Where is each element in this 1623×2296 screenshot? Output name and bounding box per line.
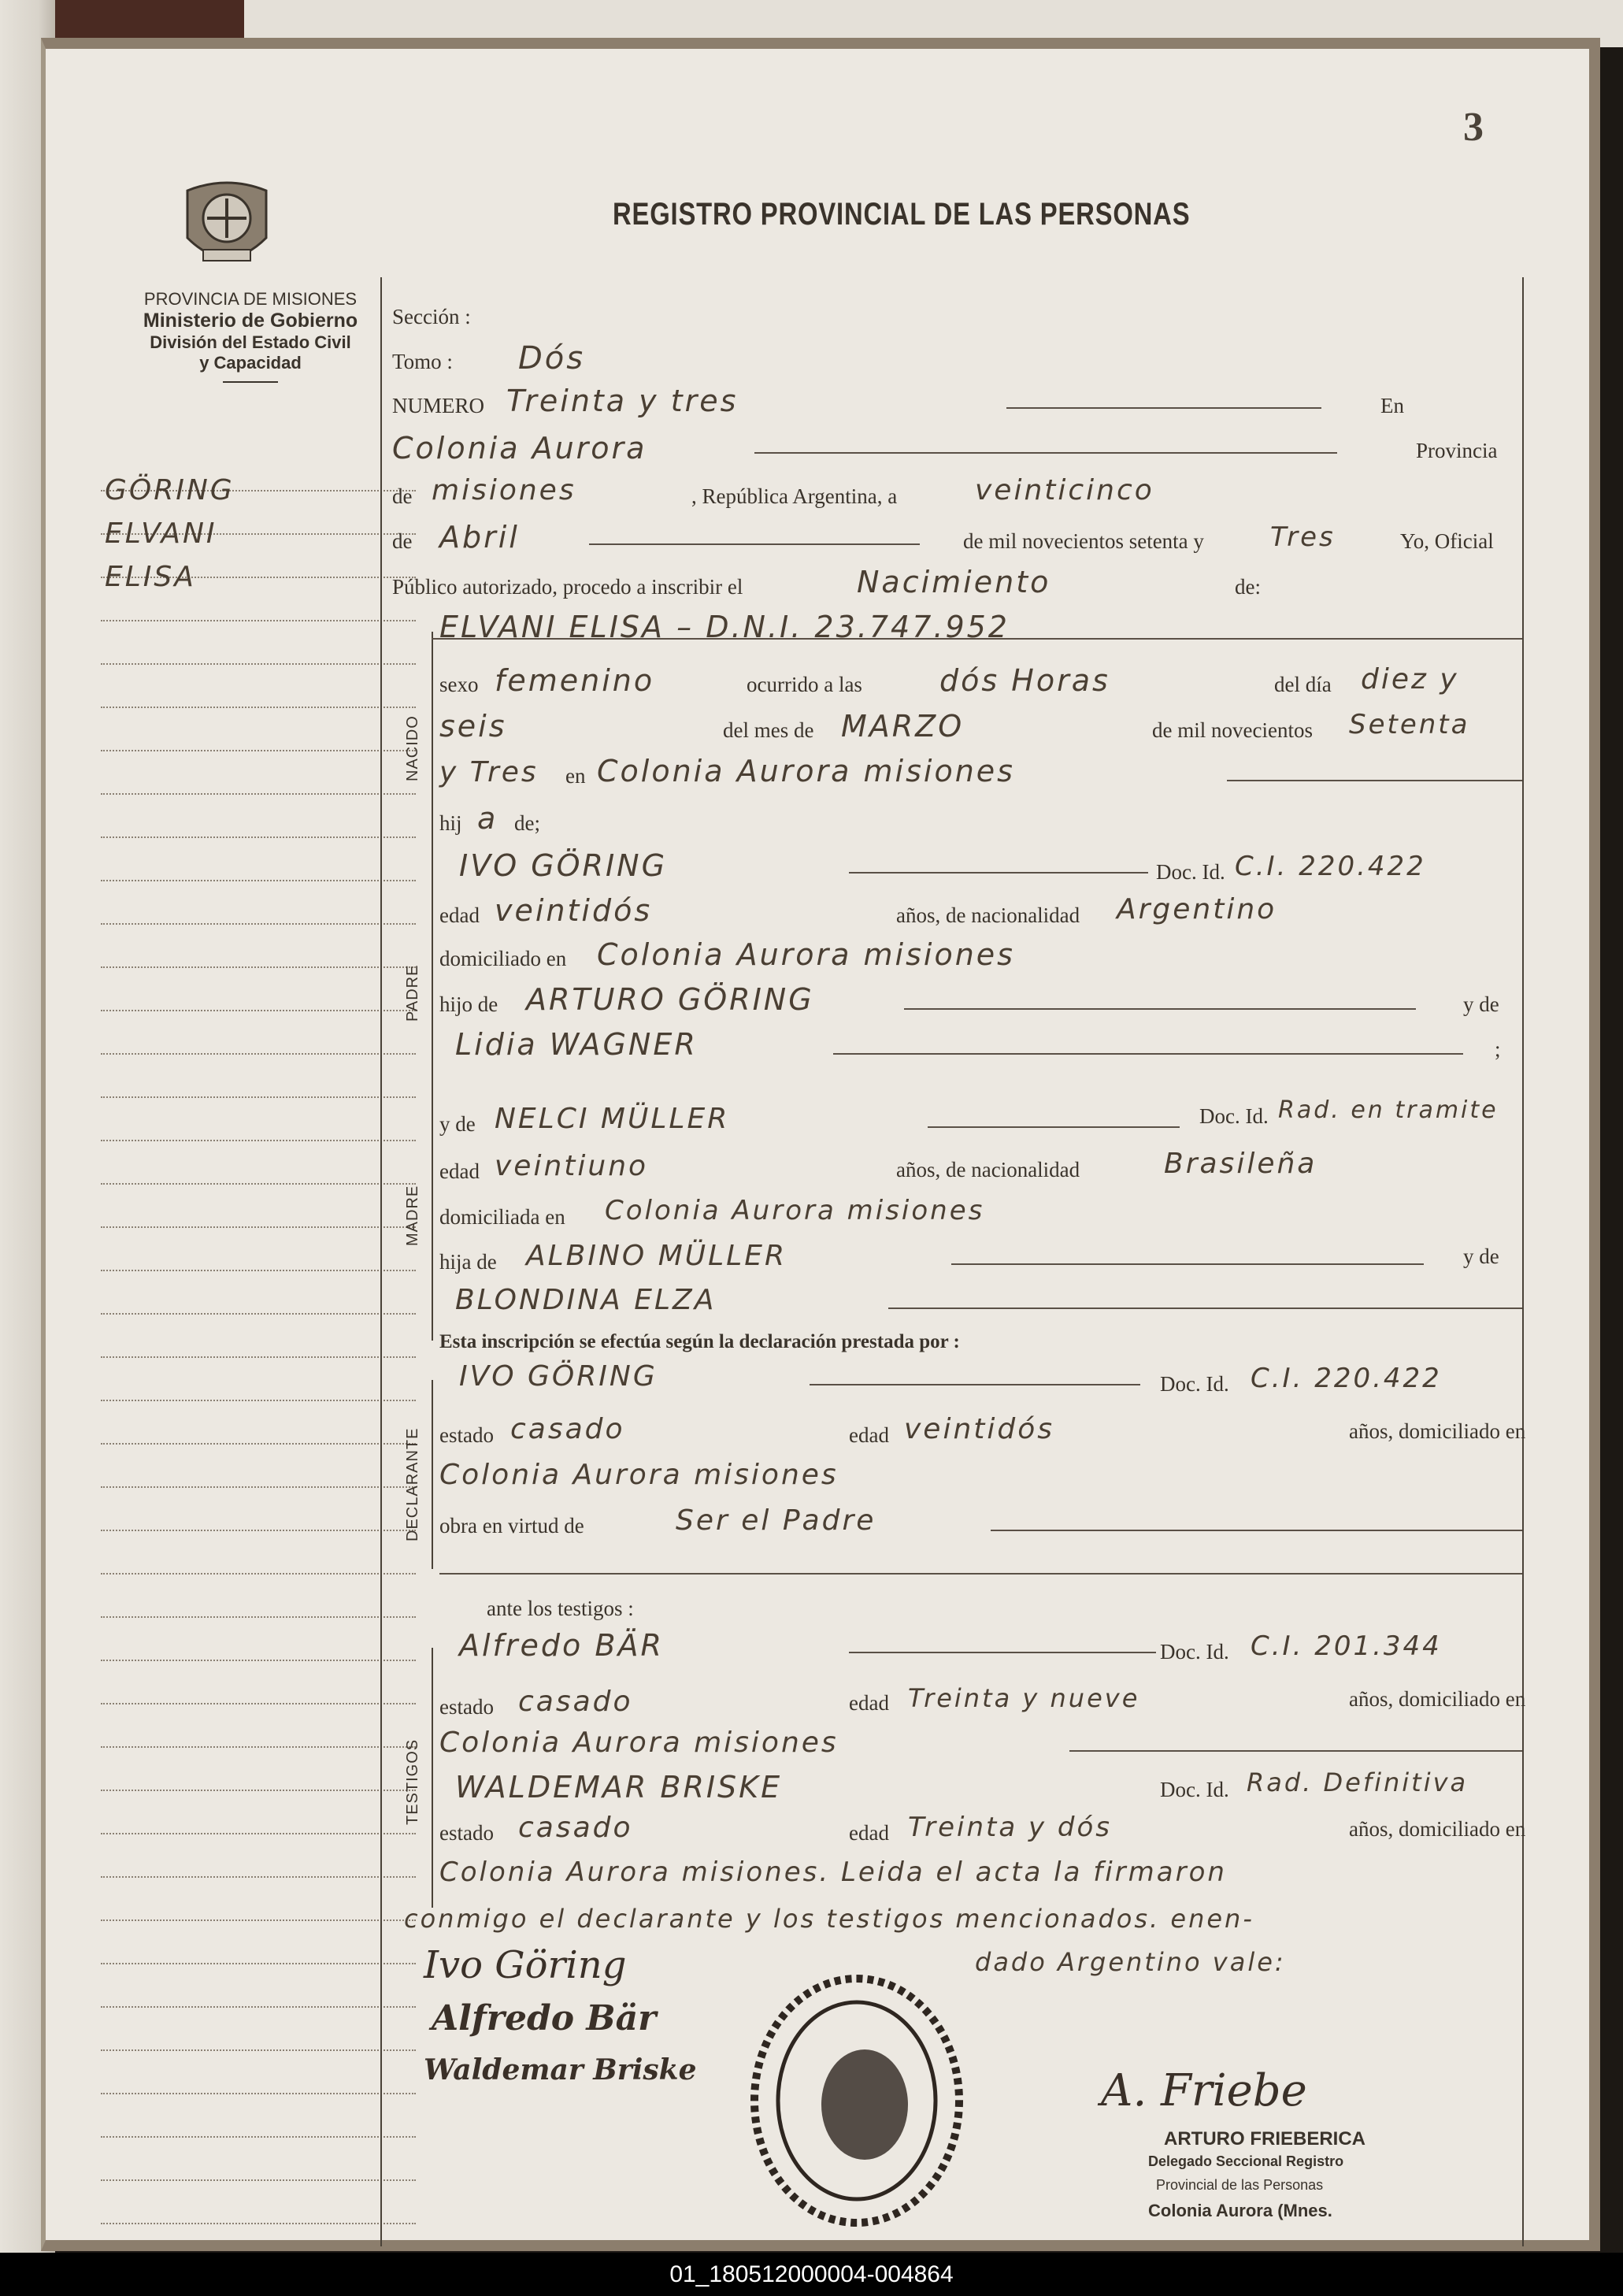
padre-doc-label: Doc. Id. bbox=[1156, 860, 1225, 884]
declarante-edad-value: veintidós bbox=[904, 1413, 1055, 1445]
declarante-estado-label: estado bbox=[439, 1423, 494, 1447]
de-label: de bbox=[392, 484, 413, 508]
padre-dom-value: Colonia Aurora misiones bbox=[597, 937, 1015, 972]
de-colon-label: de: bbox=[1235, 575, 1261, 599]
declarante-virtud-value: Ser el Padre bbox=[676, 1504, 876, 1537]
stamp-official-office: Provincial de las Personas bbox=[1156, 2177, 1324, 2193]
madre-edad-label: edad bbox=[439, 1159, 480, 1183]
mes-value: Abril bbox=[439, 520, 520, 555]
madre-y-de2-label: y de bbox=[1463, 1244, 1499, 1268]
testigo1-edad-value: Treinta y nueve bbox=[908, 1683, 1140, 1713]
signature-testigo-1: Alfredo Bär bbox=[432, 1998, 657, 2038]
stamp-official-place: Colonia Aurora (Mnes. bbox=[1148, 2201, 1332, 2220]
provincia-value: misiones bbox=[432, 474, 576, 506]
madre-nac-label: años, de nacionalidad bbox=[896, 1158, 1080, 1181]
padre-domiciliado-label: domiciliado en bbox=[439, 947, 567, 970]
dia-nac-1-value: diez y bbox=[1361, 663, 1459, 695]
page-number: 3 bbox=[1463, 105, 1484, 150]
testigos-side-label: TESTIGOS bbox=[404, 1738, 421, 1825]
de-mil2-label: de mil novecientos bbox=[1152, 718, 1313, 742]
footer-bar bbox=[0, 2253, 1623, 2296]
del-dia-label: del día bbox=[1274, 673, 1332, 696]
padre-doc-value: C.I. 220.422 bbox=[1235, 851, 1426, 882]
register-page bbox=[41, 38, 1600, 2251]
abuela-materna-value: BLONDINA ELZA bbox=[455, 1284, 717, 1316]
testigo1-doc-value: C.I. 201.344 bbox=[1251, 1630, 1442, 1662]
sexo-label: sexo bbox=[439, 673, 479, 696]
en2-label: en bbox=[565, 764, 586, 788]
numero-label: NUMERO bbox=[392, 394, 485, 417]
declarante-nombre-value: IVO GÖRING bbox=[459, 1360, 658, 1393]
madre-block-rule bbox=[432, 1100, 433, 1341]
anio-nac-1-value: Setenta bbox=[1349, 709, 1470, 740]
padre-y-de-label: y de bbox=[1463, 992, 1499, 1016]
lugar-value: Colonia Aurora bbox=[392, 431, 647, 466]
ministry-header bbox=[109, 289, 392, 383]
acto-value: Nacimiento bbox=[857, 565, 1051, 599]
testigo1-estado-value: casado bbox=[518, 1686, 633, 1718]
ministry-line-1: PROVINCIA DE MISIONES bbox=[143, 289, 358, 309]
de-sc-label: de; bbox=[514, 811, 540, 835]
document-title: REGISTRO PROVINCIAL DE LAS PERSONAS bbox=[613, 197, 1191, 232]
declarante-doc-value: C.I. 220.422 bbox=[1251, 1363, 1442, 1394]
madre-nac-value: Brasileña bbox=[1164, 1148, 1317, 1180]
testigos-block-rule bbox=[432, 1648, 433, 1908]
publico-label: Público autorizado, procedo a inscribir el bbox=[392, 575, 743, 599]
testigo1-anos-label: años, domiciliado en bbox=[1349, 1687, 1526, 1711]
padre-nombre-value: IVO GÖRING bbox=[459, 848, 668, 883]
ministry-line-4: y Capacidad bbox=[199, 353, 302, 373]
numero-value: Treinta y tres bbox=[506, 384, 739, 418]
testigo2-doc-value: Rad. Definitiva bbox=[1247, 1767, 1469, 1797]
declarante-side-label: DECLARANTE bbox=[404, 1427, 421, 1541]
abuelo-materno-value: ALBINO MÜLLER bbox=[526, 1240, 787, 1272]
madre-doc-label: Doc. Id. bbox=[1199, 1104, 1269, 1128]
mes-nac-value: MARZO bbox=[841, 709, 965, 744]
declaracion-label: Esta inscripción se efectúa según la declaración prestada por : bbox=[439, 1331, 960, 1352]
madre-side-label: MADRE bbox=[404, 1185, 421, 1246]
hija-suffix-value: a bbox=[477, 801, 498, 836]
testigo2-estado-label: estado bbox=[439, 1821, 494, 1845]
margin-name-first: ELVANI bbox=[105, 517, 217, 550]
padre-block-rule bbox=[432, 868, 433, 1112]
dia-nac-2-value: seis bbox=[439, 709, 507, 744]
madre-edad-value: veintiuno bbox=[495, 1150, 649, 1182]
declarante-edad-label: edad bbox=[849, 1423, 889, 1447]
sexo-value: femenino bbox=[495, 663, 655, 698]
en-label: En bbox=[1380, 394, 1404, 417]
cierre2-text: dado Argentino vale: bbox=[975, 1947, 1286, 1977]
margin-name-second: ELISA bbox=[105, 561, 196, 593]
obra-label: obra en virtud de bbox=[439, 1514, 584, 1537]
padre-edad-label: edad bbox=[439, 903, 480, 927]
ocurrido-label: ocurrido a las bbox=[747, 673, 862, 696]
madre-y-de-label: y de bbox=[439, 1112, 476, 1136]
nacido-side-label: NACIDO bbox=[404, 715, 421, 781]
tomo-value: Dós bbox=[518, 340, 586, 376]
padre-edad-value: veintidós bbox=[495, 893, 653, 928]
anio-value: Tres bbox=[1270, 521, 1336, 553]
main-vertical-rule bbox=[380, 277, 382, 2246]
stamp-official-name: ARTURO FRIEBERICA bbox=[1164, 2128, 1365, 2149]
testigo2-dom-value: Colonia Aurora misiones. Leida el acta la firmaron bbox=[439, 1856, 1227, 1888]
madre-hija-de-label: hija de bbox=[439, 1250, 497, 1274]
testigo1-estado-label: estado bbox=[439, 1695, 494, 1719]
padre-nac-value: Argentino bbox=[1117, 893, 1277, 925]
margin-name-surname: GÖRING bbox=[105, 474, 235, 506]
yo-oficial-label: Yo, Oficial bbox=[1400, 529, 1494, 553]
hija-label: hij bbox=[439, 811, 462, 835]
signature-official: A. Friebe bbox=[1101, 2065, 1307, 2116]
testigo1-doc-label: Doc. Id. bbox=[1160, 1640, 1229, 1664]
testigo2-estado-value: casado bbox=[518, 1812, 633, 1844]
padre-side-label: PADRE bbox=[404, 964, 421, 1022]
padre-hijo-de-label: hijo de bbox=[439, 992, 498, 1016]
nombre-value: ELVANI ELISA – D.N.I. 23.747.952 bbox=[439, 610, 1010, 644]
hora-value: dós Horas bbox=[939, 663, 1110, 698]
madre-domiciliada-label: domiciliada en bbox=[439, 1205, 565, 1229]
right-vertical-rule bbox=[1522, 277, 1524, 2246]
anio-nac-2-value: y Tres bbox=[439, 756, 539, 788]
del-mes-label: del mes de bbox=[723, 718, 814, 742]
testigo1-dom-value: Colonia Aurora misiones bbox=[439, 1727, 839, 1759]
testigo2-anos-label: años, domiciliado en bbox=[1349, 1817, 1526, 1841]
ministry-line-3: División del Estado Civil bbox=[150, 332, 351, 352]
madre-doc-value: Rad. en tramite bbox=[1278, 1096, 1499, 1124]
ante-testigos-label: ante los testigos : bbox=[487, 1597, 634, 1620]
abuela-paterna-value: Lidia WAGNER bbox=[455, 1027, 698, 1062]
de2-label: de bbox=[392, 529, 413, 553]
madre-nombre-value: NELCI MÜLLER bbox=[495, 1103, 730, 1135]
tomo-label: Tomo : bbox=[392, 350, 453, 373]
republica-label: , República Argentina, a bbox=[691, 484, 898, 508]
signature-testigo-2: Waldemar Briske bbox=[424, 2053, 697, 2086]
provincia-label: Provincia bbox=[1416, 439, 1498, 462]
footer-image-id: 01_180512000004-004864 bbox=[669, 2261, 954, 2287]
testigo1-edad-label: edad bbox=[849, 1691, 889, 1715]
padre-nac-label: años, de nacionalidad bbox=[896, 903, 1080, 927]
declarante-anos-label: años, domiciliado en bbox=[1349, 1419, 1526, 1443]
testigo1-nombre-value: Alfredo BÄR bbox=[459, 1628, 664, 1663]
abuelo-paterno-value: ARTURO GÖRING bbox=[526, 982, 814, 1017]
seccion-label: Sección : bbox=[392, 305, 471, 328]
dia-value: veinticinco bbox=[975, 474, 1154, 506]
testigo2-edad-value: Treinta y dós bbox=[908, 1812, 1113, 1843]
lugar-nac-value: Colonia Aurora misiones bbox=[597, 754, 1015, 788]
semicolon-label: ; bbox=[1495, 1037, 1501, 1061]
declarante-estado-value: casado bbox=[510, 1413, 625, 1445]
testigo2-edad-label: edad bbox=[849, 1821, 889, 1845]
ministry-line-2: Ministerio de Gobierno bbox=[143, 310, 358, 332]
declarante-doc-label: Doc. Id. bbox=[1160, 1372, 1229, 1396]
testigo2-doc-label: Doc. Id. bbox=[1160, 1778, 1229, 1801]
signature-declarante: Ivo Göring bbox=[424, 1943, 627, 1987]
official-round-stamp-icon bbox=[747, 1971, 967, 2231]
testigo2-nombre-value: WALDEMAR BRISKE bbox=[455, 1770, 783, 1805]
cierre-text: conmigo el declarante y los testigos mencionados. enen- bbox=[404, 1904, 1254, 1934]
de-mil-label: de mil novecientos setenta y bbox=[963, 529, 1204, 553]
declarante-block-rule bbox=[432, 1380, 433, 1569]
province-seal-icon bbox=[180, 175, 274, 277]
declarante-dom-value: Colonia Aurora misiones bbox=[439, 1459, 839, 1491]
madre-dom-value: Colonia Aurora misiones bbox=[605, 1195, 985, 1226]
stamp-official-role: Delegado Seccional Registro bbox=[1148, 2153, 1344, 2169]
